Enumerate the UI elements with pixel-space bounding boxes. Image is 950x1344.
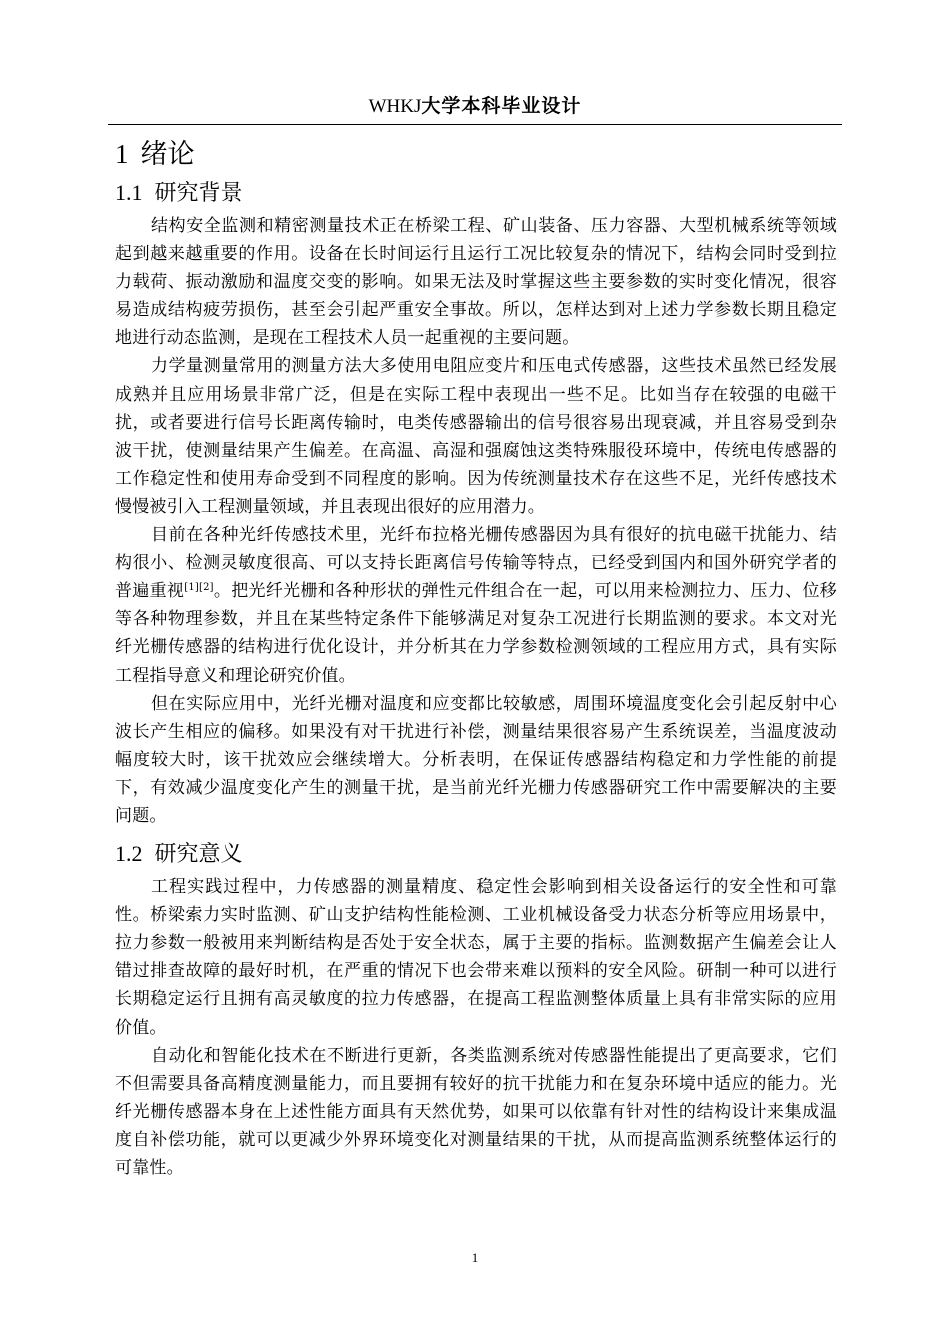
paragraph: 结构安全监测和精密测量技术正在桥梁工程、矿山装备、压力容器、大型机械系统等领域起到越来越重要的作用。设备在长时间运行且运行工况比较复杂的情况下，结构会同时受到拉力载荷、振动激励和温度交变的影响。如果无法及时掌握这些主要参数的实时变化情况，很容易造成结构疲劳损伤，甚至会引起严重安全事故。所以，怎样达到对上述力学参数长期且稳定地进行动态监测，是现在工程技术人员一起重视的主要问题。	[115, 216, 837, 349]
chapter-heading	[115, 134, 837, 175]
paragraph	[115, 521, 837, 690]
header-left: WHKJ	[368, 96, 422, 117]
section-title: 研究背景	[154, 181, 243, 206]
page-header	[108, 92, 842, 121]
paragraph-text: 目前在各种光纤传感技术里，光纤布拉格光栅传感器因为具有很好的抗电磁干扰能力、结构很小、检测灵敏度很高、可以支持长距离信号传输等特点，已经受到国内和国外研究学者的普遍重视	[115, 525, 837, 602]
chapter-number: 1	[115, 139, 129, 169]
header-right: 大学本科毕业设计	[421, 95, 582, 117]
page-number: 1	[471, 1250, 479, 1265]
section-number: 1.2	[115, 841, 143, 867]
section-number: 1.1	[115, 180, 143, 205]
chapter-title: 绪论	[140, 139, 195, 170]
paragraph-text-tail: 。把光纤光栅和各种形状的弹性元件组合在一起，可以用来检测拉力、压力、位移等各种物理参数，并且在某些特定条件下能够满足对复杂工况进行长期监测的要求。本文对光纤光栅传感器的结构进行优化设计，并分析其在力学参数检测领域的工程应用方式，具有实际工程指导意义和理论研究价值。	[115, 581, 837, 686]
paragraph: 工程实践过程中，力传感器的测量精度、稳定性会影响到相关设备运行的安全性和可靠性。桥梁索力实时监测、矿山支护结构性能检测、工业机械设备受力状态分析等应用场景中，拉力参数一般被用来判断结构是否处于安全状态，属于主要的指标。监测数据产生偏差会让人错过排查故障的最好时机，在严重的情况下也会带来难以预料的安全风险。研制一种可以进行长期稳定运行且拥有高灵敏度的拉力传感器，在提高工程监测整体质量上具有非常实际的应用价值。	[115, 877, 837, 1038]
citation[interactable]: [1][2]	[184, 582, 214, 594]
paragraph: 力学量测量常用的测量方法大多使用电阻应变片和压电式传感器，这些技术虽然已经发展成熟并且应用场景非常广泛，但是在实际工程中表现出一些不足。比如当存在较强的电磁干扰，或者要进行信号长距离传输时，电类传感器输出的信号很容易出现衰减，并且容易受到杂波干扰，使测量结果产生偏差。在高温、高湿和强腐蚀这类特殊服役环境中，传统电传感器的工作稳定性和使用寿命受到不同程度的影响。因为传统测量技术存在这些不足，光纤传感技术慢慢被引入工程测量领域，并且表现出很好的应用潜力。	[115, 356, 837, 517]
section-title: 研究意义	[154, 842, 243, 868]
page-content	[115, 134, 837, 1182]
header-rule	[108, 124, 842, 125]
paragraph: 但在实际应用中，光纤光栅对温度和应变都比较敏感，周围环境温度变化会引起反射中心波长产生相应的偏移。如果没有对干扰进行补偿，测量结果很容易产生系统误差，当温度波动幅度较大时，该干扰效应会继续增大。分析表明，在保证传感器结构稳定和力学性能的前提下，有效减少温度变化产生的测量干扰，是当前光纤光栅力传感器研究工作中需要解决的主要问题。	[115, 693, 837, 826]
section-heading	[115, 175, 837, 212]
paragraph: 自动化和智能化技术在不断进行更新，各类监测系统对传感器性能提出了更高要求，它们不但需要具备高精度测量能力，而且要拥有较好的抗干扰能力和在复杂环境中适应的能力。光纤光栅传感器本身在上述性能方面具有天然优势，如果可以依靠有针对性的结构设计来集成温度自补偿功能，就可以更减少外界环境变化对测量结果的干扰，从而提高监测系统整体运行的可靠性。	[115, 1045, 837, 1178]
section-heading	[115, 836, 837, 873]
